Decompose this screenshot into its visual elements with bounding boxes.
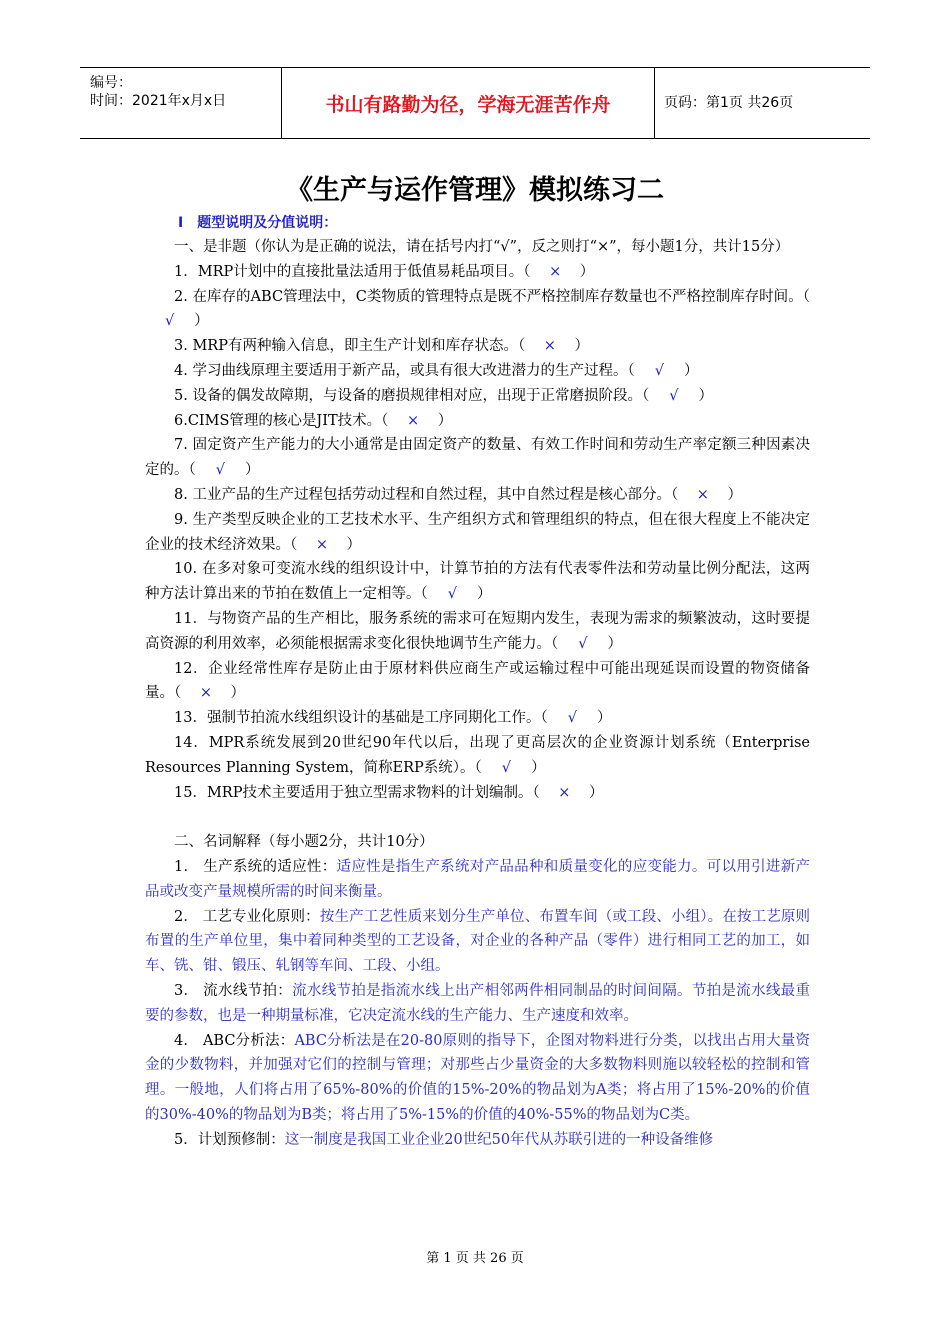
term-definition: ABC分析法是在20-80原则的指导下，企图对物料进行分类，以找出占用大量资金的少数物料，并加强对它们的控制与管理；对那些占少量资金的大多数物料则施以较轻松的控制和管理。一般地，人们将占用了65%-80%的价值的15%-20%的物品划为A类；将占用了15%-20%的价值的30%-40%的物品划为B类；将占用了5%-15%的价值的40%-55%的物品划为C类。	[145, 1032, 811, 1123]
document-body	[145, 235, 810, 1152]
part2-intro: 二、名词解释（每小题2分，共计10分）	[174, 834, 434, 851]
header-motto: 书山有路勤为径，学海无涯苦作舟	[281, 68, 655, 138]
answer-mark: ×	[558, 784, 571, 801]
answer-mark: ×	[406, 412, 420, 429]
answer-mark: √	[654, 362, 664, 379]
section-label: 题型说明及分值说明：	[197, 215, 338, 231]
answer-mark: √	[447, 586, 458, 603]
question-item: 5. 设备的偶发故障期，与设备的磨损规律相对应，出现于正常磨损阶段。（ √ ）	[145, 384, 810, 409]
term-item	[145, 855, 810, 905]
question-item: 13．强制节拍流水线组织设计的基础是工序同期化工作。（ √ ）	[145, 706, 810, 731]
term-name: 4． ABC分析法：	[174, 1032, 295, 1049]
answer-mark: ×	[315, 536, 328, 553]
question-item: 15．MRP技术主要适用于独立型需求物料的计划编制。（ × ）	[145, 781, 810, 806]
question-item: 9. 生产类型反映企业的工艺技术水平、生产组织方式和管理组织的特点，但在很大程度上不能决定企业的技术经济效果。（ × ）	[145, 508, 810, 558]
term-definition: 流水线节拍是指流水线上出产相邻两件相同制品的时间间隔。节拍是流水线最重要的参数，也是一种期量标准，它决定流水线的生产能力、生产速度和效率。	[145, 982, 810, 1024]
spacer	[145, 805, 810, 830]
term-definition: 按生产工艺性质来划分生产单位、布置车间（或工段、小组）。在按工艺原则布置的生产单位里，集中着同种类型的工艺设备，对企业的各种产品（零件）进行相同工艺的加工，如车、铣、钳、锻压、轧钢等车间、工段、小组。	[145, 908, 810, 975]
section-heading	[178, 212, 337, 232]
term-name: 1． 生产系统的适应性：	[174, 858, 337, 875]
answer-mark: ×	[543, 338, 556, 355]
answer-mark: √	[215, 462, 226, 479]
question-item: 10. 在多对象可变流水线的组织设计中，计算节拍的方法有代表零件法和劳动量比例分配法，这两种方法计算出来的节拍在数值上一定相等。（ √ ）	[145, 557, 810, 607]
answer-mark: √	[501, 759, 512, 776]
term-definition: 这一制度是我国工业企业20世纪50年代从苏联引进的一种设备维修	[284, 1131, 714, 1148]
term-name: 2． 工艺专业化原则：	[174, 908, 320, 925]
term-name: 3． 流水线节拍：	[174, 982, 293, 999]
question-item: 14．MPR系统发展到20世纪90年代以后，出现了更高层次的企业资源计划系统（Enterprise Resources Planning System，简称ERP系统）。（ √ ）	[145, 731, 810, 781]
question-item: 12．企业经常性库存是防止由于原材料供应商生产或运输过程中可能出现延误而设置的物资储备量。（ × ）	[145, 657, 810, 707]
question-item: 3. MRP有两种输入信息，即主生产计划和库存状态。（ × ）	[145, 334, 810, 359]
answer-mark: ×	[199, 685, 212, 702]
question-item: 6.CIMS管理的核心是JIT技术。（ × ）	[145, 409, 810, 434]
question-item: 1．MRP计划中的直接批量法适用于低值易耗品项目。（ × ）	[145, 260, 810, 285]
doc-code-label: 编号：	[90, 75, 132, 91]
term-name: 5．计划预修制：	[174, 1131, 285, 1148]
term-item	[145, 1128, 810, 1153]
header-meta	[80, 68, 280, 138]
section-numeral: Ⅰ	[178, 215, 184, 231]
term-definition: 适应性是指生产系统对产品品种和质量变化的应变能力。可以用引进新产品或改变产量规模所需的时间来衡量。	[145, 858, 810, 900]
question-item: 4. 学习曲线原理主要适用于新产品，或具有很大改进潜力的生产过程。（ √ ）	[145, 359, 810, 384]
term-item	[145, 979, 810, 1029]
answer-mark: ×	[549, 263, 562, 280]
question-item: 2. 在库存的ABC管理法中，C类物质的管理特点是既不严格控制库存数量也不严格控制库存时间。（√ ）	[145, 285, 810, 335]
header-page-info: 页码：第1页 共26页	[664, 95, 794, 111]
part1-intro: 一、是非题（你认为是正确的说法，请在括号内打“√”，反之则打“×”，每小题1分，共计15分）	[174, 239, 790, 255]
answer-mark: ×	[696, 486, 709, 503]
answer-mark: √	[669, 387, 679, 404]
answer-mark: √	[165, 313, 175, 330]
document-title: 《生产与运作管理》模拟练习二	[286, 175, 664, 206]
answer-mark: √	[578, 635, 588, 652]
page-footer: 第 1 页 共 26 页	[426, 1251, 524, 1266]
answer-mark: √	[567, 710, 577, 727]
page-header	[80, 67, 870, 139]
term-item	[145, 1029, 810, 1128]
term-item	[145, 905, 810, 979]
question-item: 7. 固定资产生产能力的大小通常是由固定资产的数量、有效工作时间和劳动生产率定额三种因素决定的。（ √ ）	[145, 433, 810, 483]
question-item: 8. 工业产品的生产过程包括劳动过程和自然过程，其中自然过程是核心部分。（ × ）	[145, 483, 810, 508]
question-item: 11．与物资产品的生产相比，服务系统的需求可在短期内发生，表现为需求的频繁波动，这时要提高资源的利用效率，必须能根据需求变化很快地调节生产能力。（ √ ）	[145, 607, 810, 657]
doc-time-label: 时间：2021年x月x日	[90, 93, 227, 109]
